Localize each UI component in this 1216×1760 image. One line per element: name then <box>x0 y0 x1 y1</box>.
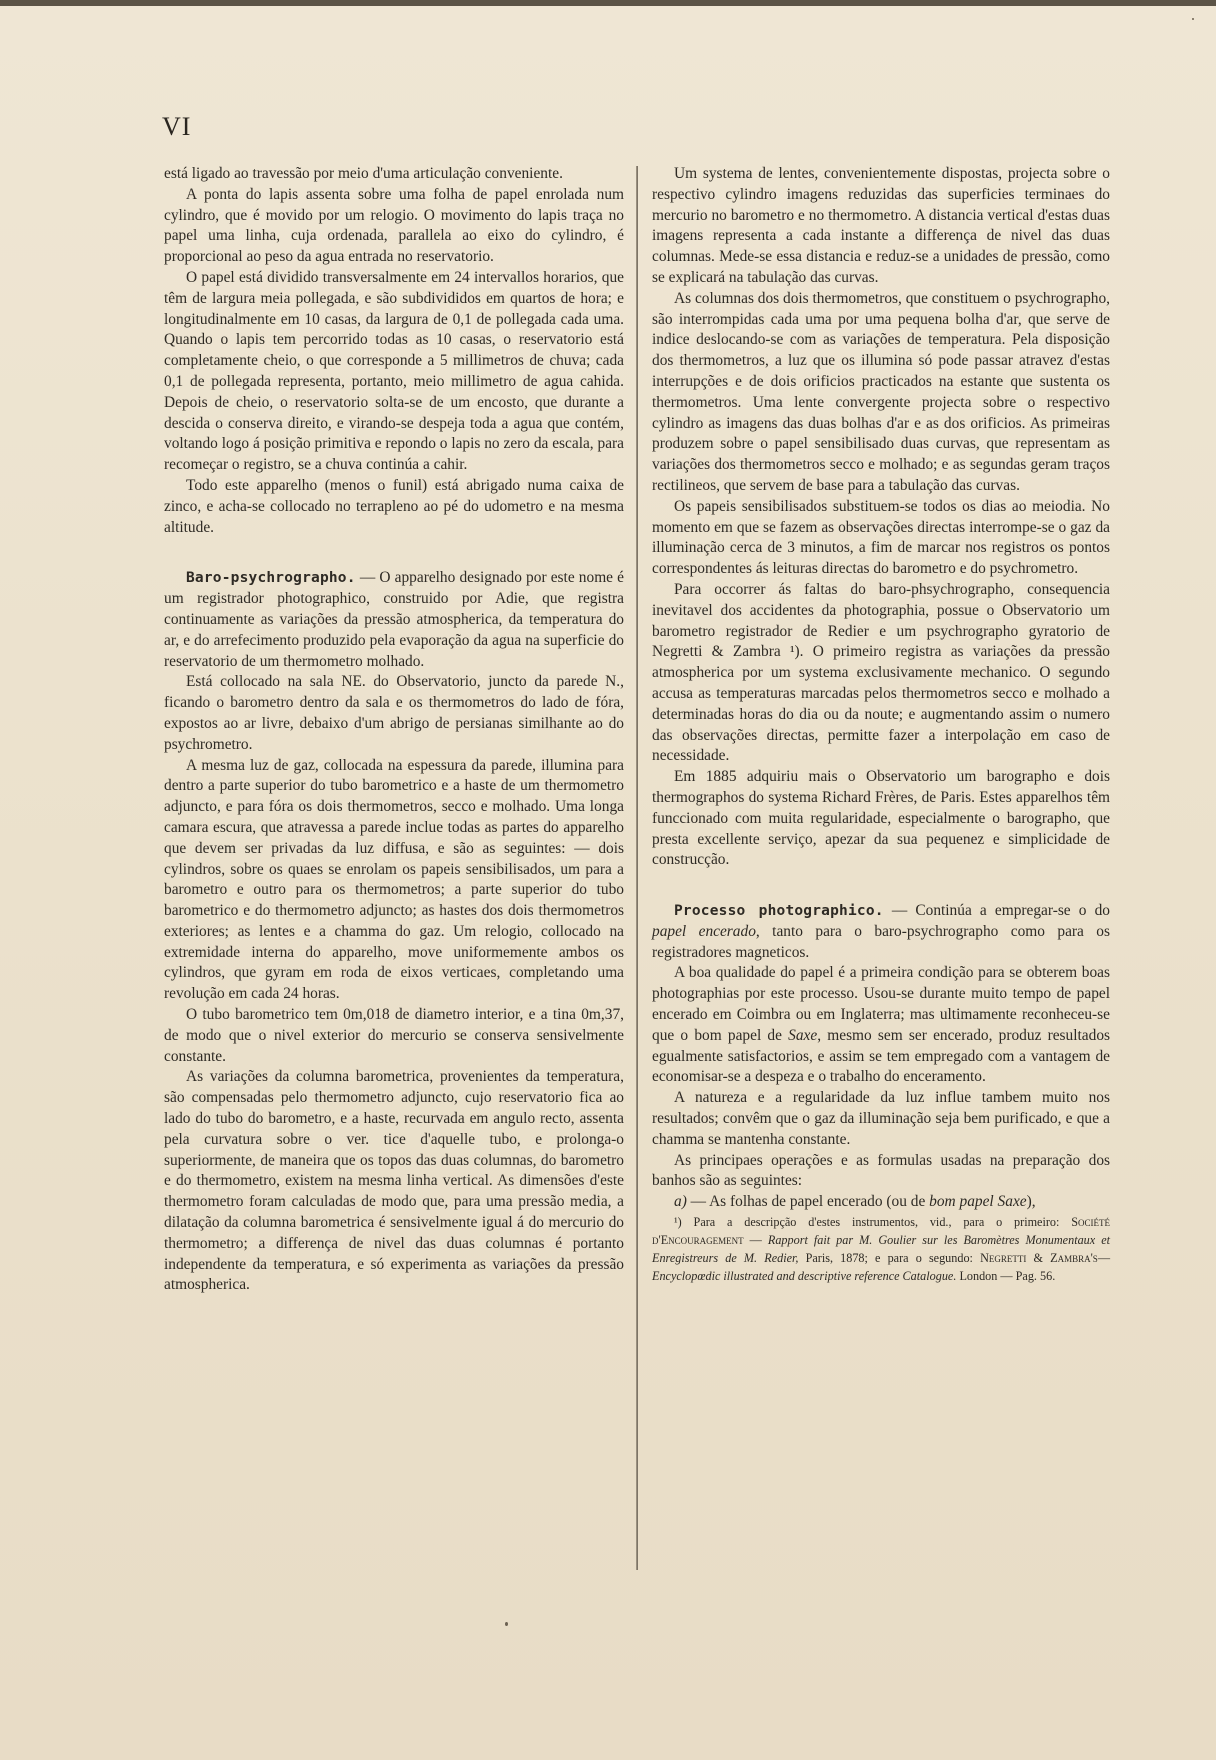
paragraph: O papel está dividido transversalmente em 24 intervallos horarios, que têm de largura meia pollegada, e são subdivididos em quartos de hora; e longitudinalmente em 10 casas, da largura de 0,1 de pollegada cada uma. Quando o lapis tem percorrido todas as 10 casas, o reservatorio está completamente cheio, o que corresponde a 5 millimetros de chuva; cada 0,1 de pollegada representa, portanto, meio millimetro de agua cahida. Depois de cheio, o reservatorio solta-se de um encosto, que durante a descida o conserva direito, e virando-se despeja toda a agua que contém, voltando logo á posição primitiva e repondo o lapis no zero da escala, para recomeçar o registro, se a chuva continúa a cahir. <box>164 268 624 474</box>
section-paragraph <box>652 901 1110 963</box>
footnote-text: — <box>743 1233 768 1248</box>
paragraph-text: , mesmo sem ser encerado, produz resultados egualmente satisfactorios, e assim se tem empregado com a vantagem de economisar-se a despeza e o trabalho do enceramento. <box>652 1026 1111 1086</box>
paragraph: Um systema de lentes, convenientemente dispostas, projecta sobre o respectivo cylindro imagens reduzidas das superficies terminaes do mercurio no barometro e no thermometro. A distancia vertical d'estas duas imagens representa a cada instante a differença de nivel das duas columnas. Mede-se essa distancia e reduz-se a unidades de pressão, como se explicará na tabulação das curvas. <box>652 165 1110 286</box>
page-number: VI <box>162 112 192 141</box>
paragraph: Para occorrer ás faltas do baro-phsychrographo, consequencia inevitavel dos accidentes da photographia, possue o Observatorio um barometro registrador de Redier e um psychrographo gyratorio de Negretti & Zambra ¹). O primeiro registra as variações da pressão atmospherica por um systema exclusivamente mechanico. O segundo accusa as temperaturas marcadas pelos thermometros secco e molhado a determinadas horas do dia ou da noute; e augmentando assim o numero das observações directas, permitte fazer a interpolação em caso de necessidade. <box>652 580 1110 765</box>
paragraph <box>652 963 1110 1088</box>
section-heading: Processo photographico. <box>674 903 884 920</box>
footnote-text: London — Pag. 56. <box>956 1269 1056 1284</box>
paragraph: Está collocado na sala NE. do Observatorio, juncto da parede N., ficando o barometro dentro da sala e os thermometros do lado de fóra, expostos ao ar livre, debaixo d'um abrigo de persianas similhante ao do psychrometro. <box>164 673 624 753</box>
paragraph: Em 1885 adquiriu mais o Observatorio um barographo e dois thermographos do systema Richard Frères, de Paris. Estes apparelhos têm funccionado com muita regularidade, especialmente o barographo, que presta excellente serviço, apezar da sua pequenez e simplicidade de construcção. <box>652 768 1110 869</box>
paragraph-text: A boa qualidade do papel é a primeira condição para se obterem boas photographias por este processo. Usou-se durante muito tempo de papel encerado em Coimbra ou em Inglaterra; mas ultimamente reconheceu-se que o bom papel de <box>652 964 1110 1044</box>
paragraph: A natureza e a regularidade da luz influe tambem muito nos resultados; convêm que o gaz da illuminação seja bem purificado, e que a chamma se mantenha constante. <box>652 1089 1110 1148</box>
list-marker: a) <box>674 1193 687 1211</box>
paper-speck <box>505 1622 508 1626</box>
paragraph-text: ), <box>1026 1193 1036 1211</box>
left-column <box>164 164 624 1296</box>
paragraph-text: , tanto para o baro-psychrographo como para os registradores magneticos. <box>652 922 1110 961</box>
paragraph: As variações da columna barometrica, provenientes da temperatura, são compensadas pelo thermometro adjuncto, cujo reservatorio fica ao lado do tubo do barometro, e a haste, recurvada em angulo recto, assenta pela curvatura sobre o ver. tice d'aquelle tubo, e prolonga-o superiormente, de maneira que os topos das duas columnas, do barometro e do thermometro, existem na mesma linha vertical. As dimensões d'este thermometro foram calculadas de modo que, para uma pressão media, a dilatação da columna barometrica é sensivelmente igual á do mercurio do thermometro; a differença de nivel das duas columnas é portanto independente da temperatura, e só experimenta as variações da pressão atmospherica. <box>164 1068 624 1294</box>
paragraph-text: — Continúa a empregar-se o do <box>883 902 1110 920</box>
footnote <box>652 1213 1110 1285</box>
footnote-text: Paris, 1878; e para o segundo: <box>798 1251 981 1266</box>
paragraph: As columnas dos dois thermometros, que constituem o psychrographo, são interrompidas cada uma por uma pequena bolha d'ar, que serve de indice deslocando-se com as variações de temperatura. Pela disposição dos thermometros, a luz que os illumina só pode passar atravez d'estas interrupções e de dois orificios practicados na estante que sustenta os thermometros. Uma lente convergente projecta sobre o respectivo cylindro as imagens das duas bolhas d'ar e as dos orificios. As primeiras produzem sobre o papel sensibilisado duas curvas, que representam as variações dos thermometros secco e molhado; e as segundas geram traços rectilineos, que servem de base para a tabulação das curvas. <box>652 289 1111 494</box>
footnote-text: Para a descripção d'estes instrumentos, vid., para o primeiro: <box>681 1215 1072 1230</box>
paragraph: está ligado ao travessão por meio d'uma articulação conveniente. <box>164 165 563 182</box>
footnote-italic: Encyclopœdic illustrated and descriptive reference Catalogue. <box>652 1269 957 1284</box>
footnote-smallcaps: Negretti & Zambra's <box>980 1251 1098 1266</box>
footnote-text: — <box>1097 1251 1110 1266</box>
paragraph-text: — As folhas de papel encerado (ou de <box>686 1193 930 1211</box>
footnote-marker: ¹) <box>674 1215 682 1230</box>
paragraph: A ponta do lapis assenta sobre uma folha de papel enrolada num cylindro, que é movido por um relogio. O movimento do lapis traça no papel uma linha, cuja ordenada, parallela ao eixo do cylindro, é proporcional ao peso da agua entrada no reservatorio. <box>164 185 624 266</box>
page-top-edge <box>0 0 1216 6</box>
emphasis-text: bom papel Saxe <box>929 1193 1027 1211</box>
right-column <box>652 164 1110 1285</box>
paragraph: O tubo barometrico tem 0m,018 de diametro interior, e a tina 0m,37, de modo que o nivel exterior do mercurio se conserva sensivelmente constante. <box>164 1006 624 1065</box>
paragraph: A mesma luz de gaz, collocada na espessura da parede, illumina para dentro a parte superior do tubo barometrico e a haste de um thermometro adjuncto, e para fóra os dois thermometros, secco e molhado. Uma longa camara escura, que atravessa a parede inclue todas as partes do apparelho que devem ser privadas da luz diffusa, e são as seguintes: — dois cylindros, sobre os quaes se enrolam os papeis sensibilisados, um para a barometro e outro para os thermometros; a parte superior do tubo barometrico e do thermometro adjuncto; as hastes dos dois thermometros exteriores; as lentes e a chamma do gaz. Um relogio, collocado na extremidade interna do apparelho, move uniformemente ambos os cylindros, que gyram em roda de eixos verticaes, completando uma revolução em cada 24 horas. <box>164 756 624 1003</box>
section-paragraph <box>164 568 624 672</box>
paragraph <box>652 1192 1110 1213</box>
footnote-smallcaps: Société d'Encouragement <box>652 1215 1110 1248</box>
emphasis-text: Saxe <box>788 1026 818 1044</box>
paragraph: Os papeis sensibilisados substituem-se todos os dias ao meiodia. No momento em que se fazem as observações directas interrompe-se o gaz da illuminação cerca de 3 minutos, a fim de marcar nos registros os pontos correspondentes ás leituras directas do barometro e do psychrometro. <box>652 497 1110 578</box>
footnote-italic: Rapport fait par M. Goulier sur les Baromètres Monumentaux et Enregistreurs de M. Redier, <box>652 1233 1110 1266</box>
emphasis-text: papel encerado <box>652 922 756 940</box>
paper-speck <box>1192 18 1194 20</box>
paragraph-text: — O apparelho designado por este nome é um registrador photographico, construido por Adie, que registra continuamente as variações da pressão atmospherica, da temperatura do ar, e do arrefecimento produzido pela evaporação da agua na superficie do reservatorio de um thermometro molhado. <box>164 569 624 670</box>
section-heading: Baro-psychrographo. <box>186 570 356 587</box>
column-divider <box>636 166 638 1570</box>
paragraph: As principaes operações e as formulas usadas na preparação dos banhos são as seguintes: <box>652 1151 1110 1190</box>
paragraph: Todo este apparelho (menos o funil) está abrigado numa caixa de zinco, e acha-se collocado no terrapleno ao pé do udometro e na mesma altitude. <box>164 476 624 536</box>
